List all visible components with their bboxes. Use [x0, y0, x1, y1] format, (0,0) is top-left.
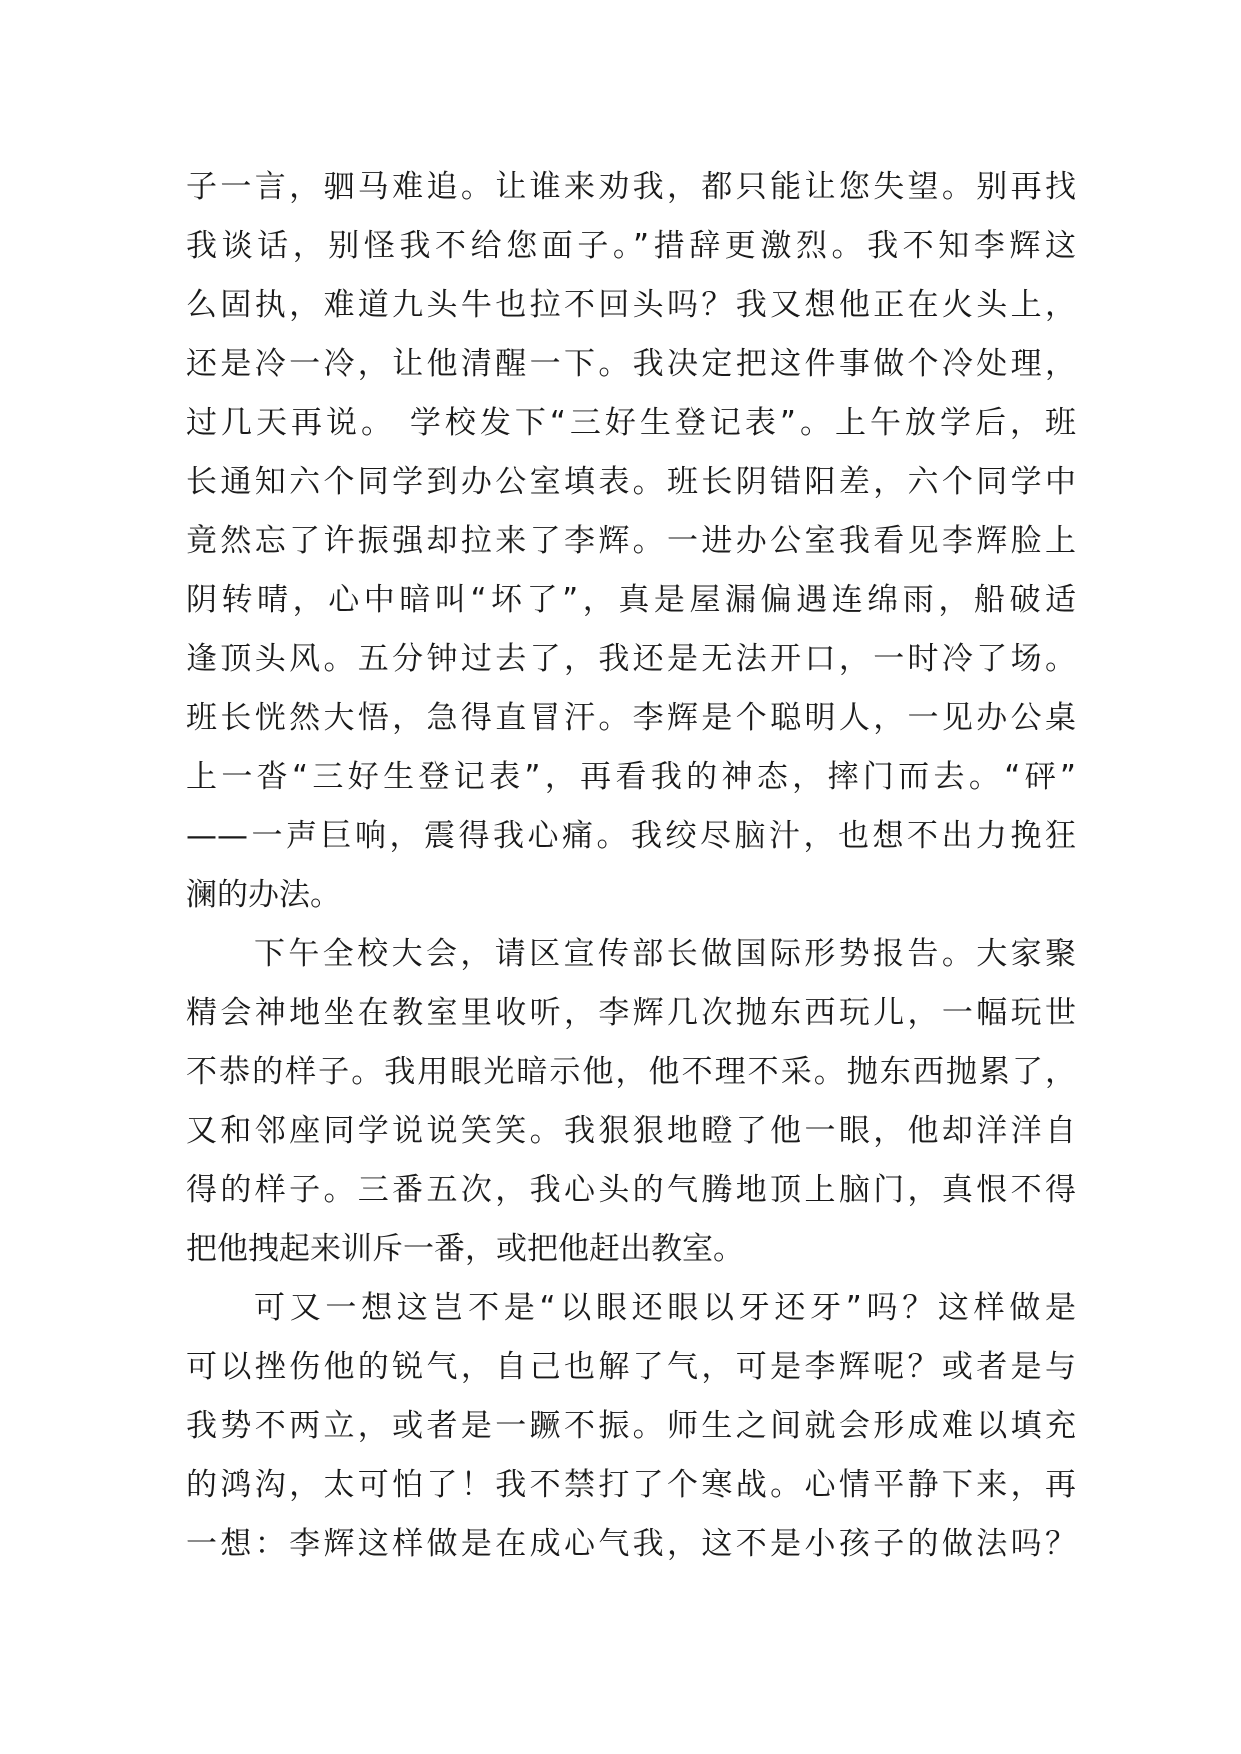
text-line: 上一沓“三好生登记表”，再看我的神态，摔门而去。“砰” — [186, 759, 1076, 795]
text-line: 可又一想这岂不是“以眼还眼以牙还牙”吗？这样做是 — [254, 1290, 1076, 1326]
text-line: 把他拽起来训斥一番，或把他赶出教室。 — [186, 1231, 744, 1267]
text-line: 得的样子。三番五次，我心头的气腾地顶上脑门，真恨不得 — [186, 1172, 1076, 1208]
text-line: 子一言，驷马难追。让谁来劝我，都只能让您失望。别再找 — [186, 169, 1076, 205]
text-line: 班长恍然大悟，急得直冒汗。李辉是个聪明人，一见办公桌 — [186, 700, 1076, 736]
text-line: 逢顶头风。五分钟过去了，我还是无法开口，一时冷了场。 — [186, 641, 1076, 677]
text-line: 还是冷一冷，让他清醒一下。我决定把这件事做个冷处理， — [186, 346, 1076, 382]
text-line: 可以挫伤他的锐气，自己也解了气，可是李辉呢？或者是与 — [186, 1349, 1076, 1385]
text-line: 我谈话，别怪我不给您面子。”措辞更激烈。我不知李辉这 — [186, 228, 1076, 264]
text-line: 精会神地坐在教室里收听，李辉几次抛东西玩儿，一幅玩世 — [186, 995, 1076, 1031]
text-line: 下午全校大会，请区宣传部长做国际形势报告。大家聚 — [254, 936, 1076, 972]
text-line: 一想：李辉这样做是在成心气我，这不是小孩子的做法吗？ — [186, 1526, 1076, 1562]
text-line: 不恭的样子。我用眼光暗示他，他不理不采。抛东西抛累了， — [186, 1054, 1076, 1090]
text-line: 长通知六个同学到办公室填表。班长阴错阳差，六个同学中 — [186, 464, 1076, 500]
text-line: 过几天再说。 学校发下“三好生登记表”。上午放学后，班 — [186, 405, 1076, 441]
text-line: ——一声巨响，震得我心痛。我绞尽脑汁，也想不出力挽狂 — [186, 818, 1076, 854]
text-line: 澜的办法。 — [186, 877, 341, 913]
text-line: 又和邻座同学说说笑笑。我狠狠地瞪了他一眼，他却洋洋自 — [186, 1113, 1076, 1149]
text-line: 竟然忘了许振强却拉来了李辉。一进办公室我看见李辉脸上 — [186, 523, 1076, 559]
text-line: 阴转晴，心中暗叫“坏了”，真是屋漏偏遇连绵雨，船破适 — [186, 582, 1076, 618]
body-text — [186, 158, 1076, 1574]
text-line: 么固执，难道九头牛也拉不回头吗？我又想他正在火头上， — [186, 287, 1076, 323]
text-line: 的鸿沟，太可怕了！我不禁打了个寒战。心情平静下来，再 — [186, 1467, 1076, 1503]
text-line: 我势不两立，或者是一蹶不振。师生之间就会形成难以填充 — [186, 1408, 1076, 1444]
